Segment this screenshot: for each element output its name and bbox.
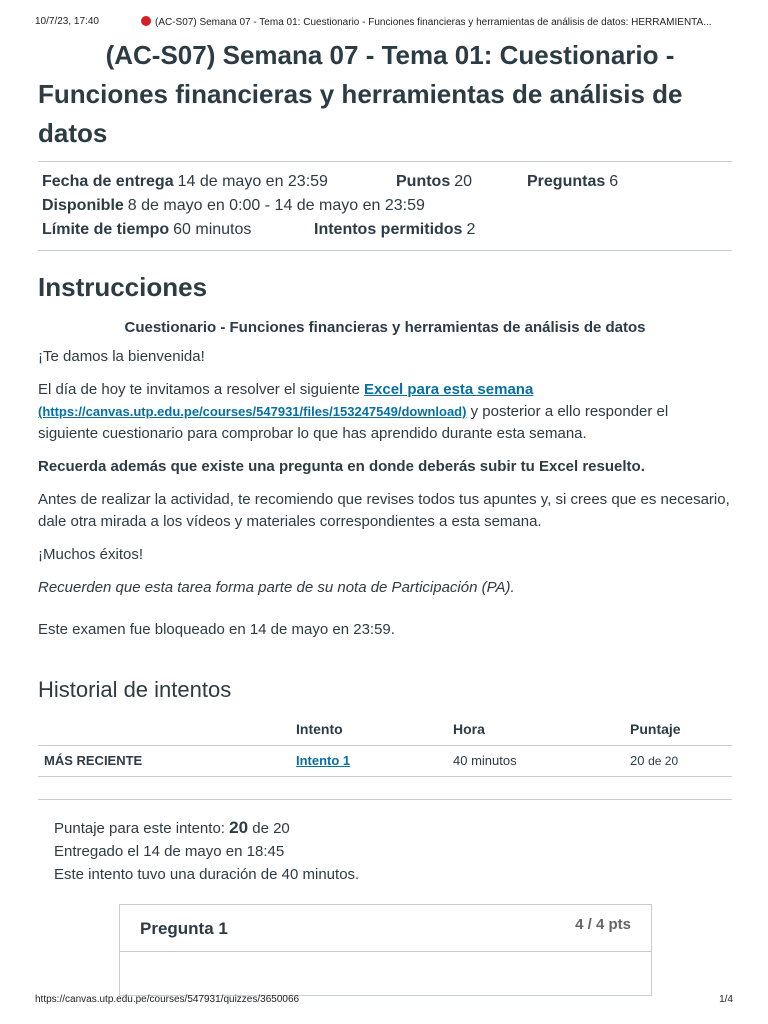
column-header-attempt: Intento (290, 713, 447, 746)
page-title (38, 36, 732, 153)
submitted-date: Entregado el 14 de mayo en 18:45 (54, 843, 285, 860)
attempt-link[interactable]: Intento 1 (296, 753, 351, 768)
quiz-details (38, 161, 732, 251)
instructions-heading: Instrucciones (38, 272, 208, 302)
table-row (38, 746, 732, 777)
print-url: https://canvas.utp.edu.pe/courses/547931/quizzes/3650066 (35, 994, 300, 1005)
excel-link-url[interactable]: (https://canvas.utp.edu.pe/courses/547931/files/153247549/download) (38, 404, 467, 419)
excel-link[interactable]: Excel para esta semana (364, 381, 534, 398)
most-recent-label: MÁS RECIENTE (38, 746, 290, 777)
reminder-text: Recuerda además que existe una pregunta en donde deberás subir tu Excel resuelto. (38, 458, 645, 475)
table-header-row (38, 713, 732, 746)
column-header-empty (38, 713, 290, 746)
locked-notice: Este examen fue bloqueado en 14 de mayo en 23:59. (38, 621, 395, 638)
question-header (120, 905, 651, 952)
print-datetime: 10/7/23, 17:40 (35, 16, 99, 27)
print-page-number: 1/4 (719, 994, 733, 1005)
print-header (35, 16, 733, 32)
column-header-time: Hora (447, 713, 624, 746)
availability: Disponible 8 de mayo en 0:00 - 14 de mayo en 23:59 (42, 197, 425, 214)
page-title-line-3: datos (38, 118, 108, 148)
instructions-subtitle: Cuestionario - Funciones financieras y herramientas de análisis de datos (124, 319, 646, 336)
good-luck-text: ¡Muchos éxitos! (38, 546, 144, 563)
attempt-history-table (38, 713, 732, 777)
print-page-title (141, 16, 712, 28)
attempt-score: Puntaje para este intento: 20 de 20 (54, 818, 290, 837)
details-row-2 (42, 194, 732, 218)
question-title: Pregunta 1 (140, 919, 228, 938)
advice-text: Antes de realizar la actividad, te recomiendo que revises todos tus apuntes y, si crees que es necesario, dale otra mirada a los vídeos y materiales correspondientes a esta semana. (38, 491, 730, 530)
points: Puntos 20 (396, 173, 473, 190)
attempt-history-heading: Historial de intentos (38, 677, 232, 702)
print-footer (35, 994, 733, 1005)
instructions-paragraph: El día de hoy te invitamos a resolver el siguiente Excel para esta semana (https://canvas.utp.edu.pe/courses/547931/files/153247549/download) y posterior a ello responder el siguiente cuestionario para comprobar lo que has aprendido durante esta semana. (38, 381, 669, 442)
participation-note: Recuerden que esta tarea forma parte de su nota de Participación (PA). (38, 579, 515, 596)
main-content (38, 36, 732, 886)
page-title-line-1: (AC-S07) Semana 07 - Tema 01: Cuestionario - (105, 40, 675, 70)
site-favicon-icon (141, 16, 151, 26)
due-date: Fecha de entrega 14 de mayo en 23:59 (42, 173, 328, 190)
details-row-1 (42, 170, 732, 194)
welcome-text: ¡Te damos la bienvenida! (38, 348, 205, 365)
details-row-3 (42, 218, 732, 242)
attempt-duration: Este intento tuvo una duración de 40 minutos. (54, 866, 360, 883)
question-points: 4 / 4 pts (575, 916, 631, 933)
attempt-cell (290, 746, 447, 777)
time-cell: 40 minutos (447, 746, 624, 777)
score-cell: 20 de 20 (624, 746, 732, 777)
print-page-title-text: (AC-S07) Semana 07 - Tema 01: Cuestionario - Funciones financieras y herramientas de análisis de datos: HERRAMIENTA... (155, 17, 712, 28)
page-title-line-2: Funciones financieras y herramientas de análisis de (38, 79, 683, 109)
attempt-summary (38, 800, 732, 886)
time-limit: Límite de tiempo 60 minutos (42, 221, 252, 238)
allowed-attempts: Intentos permitidos 2 (314, 221, 476, 238)
column-header-score: Puntaje (624, 713, 732, 746)
question-card (119, 904, 652, 996)
questions-count: Preguntas 6 (527, 173, 619, 190)
